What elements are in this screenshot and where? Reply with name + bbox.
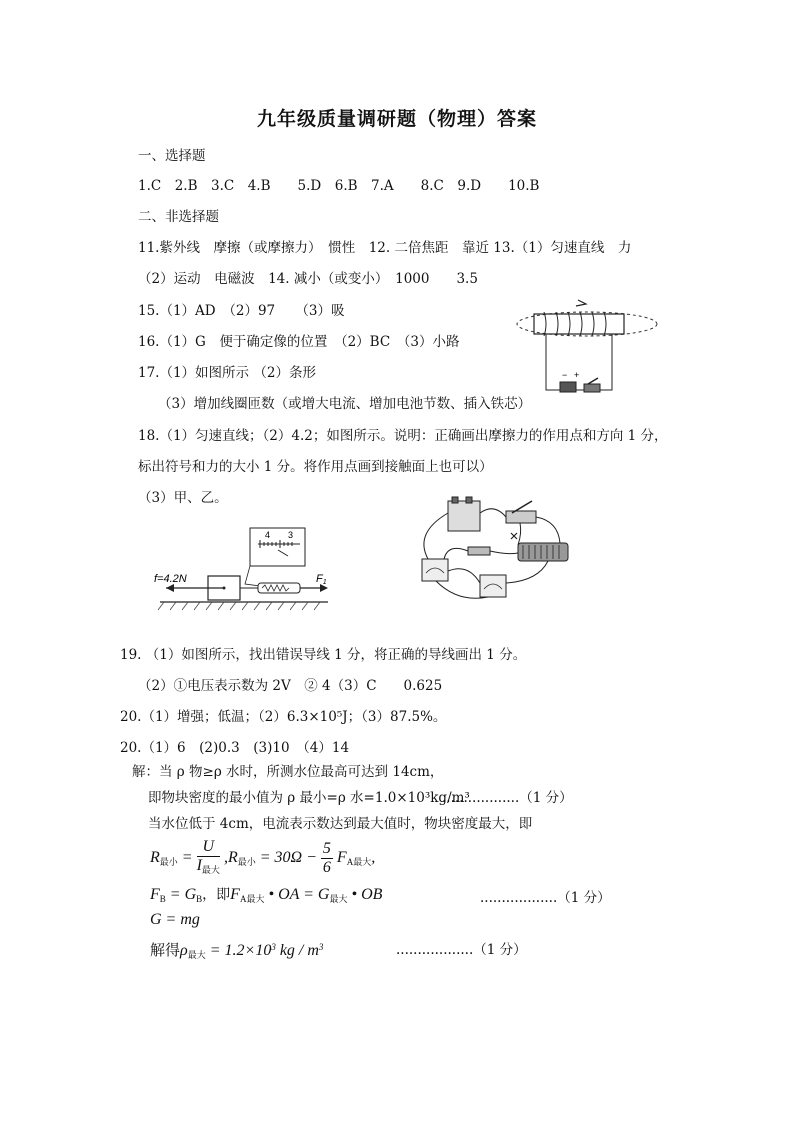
switch — [584, 384, 600, 392]
answer-q19-line1: 19. （1）如图所示，找出错误导线 1 分，将正确的导线画出 1 分。 — [120, 647, 527, 663]
switch-lever — [588, 378, 598, 384]
section-heading-nonchoice: 二、非选择题 — [138, 209, 219, 225]
equation-lever-score: ..................（1 分） — [480, 890, 611, 906]
battery-minus-label: − — [562, 370, 568, 380]
answer-q18-line2: 标出符号和力的大小 1 分。将作用点画到接触面上也可以） — [138, 459, 493, 475]
ground-hatch — [158, 602, 320, 610]
ammeter — [480, 575, 506, 597]
answer-q11-line2: （2）运动 电磁波 14. 减小（或变小） 1000 3.5 — [138, 271, 478, 287]
circuit-switch — [506, 511, 536, 523]
wire-left — [546, 334, 560, 390]
force-label: F1 — [316, 573, 327, 586]
voltmeter — [422, 559, 448, 581]
answer-q17-line2: （3）增加线圈匝数（或增大电流、增加电池节数、插入铁芯） — [158, 396, 532, 412]
battery-pack — [448, 501, 480, 531]
answer-q17-line1: 17.（1）如图所示 （2）条形 — [138, 365, 316, 381]
friction-figure — [150, 520, 335, 620]
solution-line1: 解：当 ρ 物≥ρ 水时，所测水位最高可达到 14cm， — [132, 764, 444, 780]
equation-result-score: ..................（1 分） — [396, 942, 527, 958]
solution-line2-score: ..................（1 分） — [442, 790, 573, 806]
answer-q18-line1: 18.（1）匀速直线；（2）4.2；如图所示。说明：正确画出摩擦力的作用点和方向 1 分， — [138, 428, 668, 444]
circuit-figure — [408, 493, 593, 605]
solution-line3: 当水位低于 4cm，电流表示数达到最大值时，物块密度最大，即 — [148, 816, 533, 832]
answer-q15: 15.（1）AD （2）97 （3）吸 — [138, 303, 345, 319]
equation-resistance: $R_{最小}$ = $\frac{U}{I_{最大}}$ $,R_{最小} = 30\Omega$ − $\frac{5}{6}$ $F_{A最大}$, — [150, 838, 376, 876]
field-arrow — [576, 300, 586, 306]
zoom-pointer — [245, 566, 260, 586]
scale-reading-right: 3 — [288, 530, 294, 540]
answer-q11-line1: 11.紫外线 摩擦（或摩擦力） 惯性 12. 二倍焦距 靠近 13.（1）匀速直线 力 — [138, 240, 632, 256]
section-heading-choice: 一、选择题 — [138, 148, 206, 164]
scale-zoom-box — [250, 528, 305, 566]
battery-plus-label: + — [574, 370, 580, 380]
scale-reading-left: 4 — [265, 530, 271, 540]
answer-q16: 16.（1）G 便于确定像的位置 （2）BC （3）小路 — [138, 334, 460, 350]
coil-windings — [544, 312, 606, 336]
small-lamp — [468, 547, 490, 555]
rheostat — [518, 543, 568, 561]
answer-q19-line2: （2）①电压表示数为 2V ② 4（3）C 0.625 — [138, 678, 443, 694]
equation-weight: G = mg — [150, 911, 200, 928]
multiple-choice-answers: 1.C 2.B 3.C 4.B 5.D 6.B 7.A 8.C 9.D 10.B — [138, 178, 540, 194]
answer-q20-second: 20.（1）6 (2)0.3 (3)10 （4）14 — [120, 740, 350, 756]
answer-q18-line3: （3）甲、乙。 — [138, 490, 228, 506]
wire-right — [600, 334, 612, 390]
solution-line2: 即物块密度的最小值为 ρ 最小=ρ 水=1.0×10³kg/m³ — [148, 790, 470, 806]
electromagnet-figure — [512, 298, 662, 400]
magnetic-field-line — [517, 312, 657, 336]
battery — [560, 382, 576, 392]
friction-label: f=4.2N — [154, 573, 187, 585]
answer-q20-first: 20.（1）增强；低温；（2）6.3×10⁵J；（3）87.5%。 — [120, 709, 447, 725]
equation-lever: $F_B = G_B$，即$F_{A最大}$ • OA = $G_{最大}$ • OB — [150, 886, 383, 904]
page-title: 九年级质量调研题（物理）答案 — [256, 108, 537, 130]
spring-scale — [258, 583, 300, 593]
coil-core — [534, 314, 624, 334]
error-mark — [511, 533, 517, 539]
equation-result: 解得$\rho_{最大} = 1.2\times 10^3$ kg / $m^3$ — [150, 942, 324, 960]
